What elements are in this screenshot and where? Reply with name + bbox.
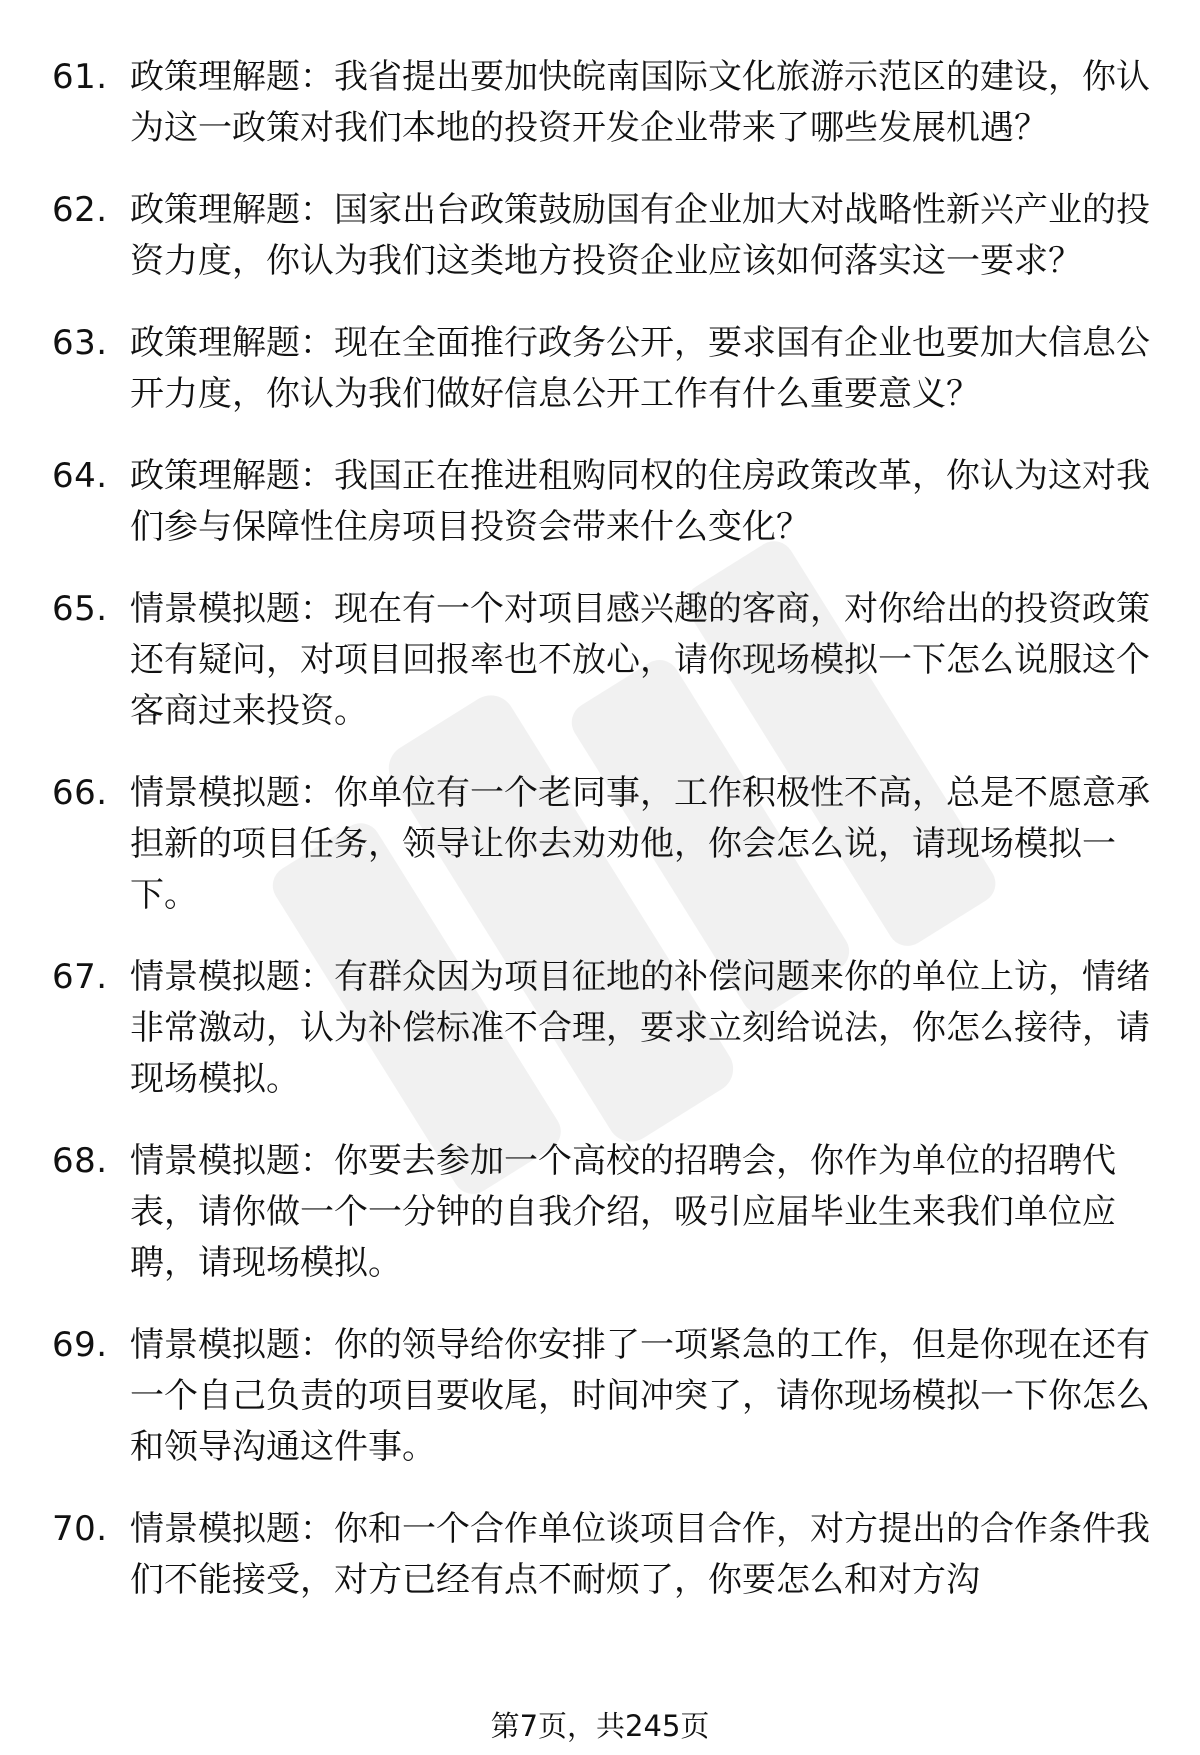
question-number: 66. (52, 773, 108, 813)
question-text: 政策理解题：现在全面推行政务公开，要求国有企业也要加大信息公开力度，你认为我们做好信息公开工作有什么重要意义？ (130, 323, 1150, 414)
question-item (52, 952, 1152, 1105)
question-text: 情景模拟题：现在有一个对项目感兴趣的客商，对你给出的投资政策还有疑问，对项目回报率也不放心，请你现场模拟一下怎么说服这个客商过来投资。 (130, 589, 1150, 731)
question-text: 政策理解题：国家出台政策鼓励国有企业加大对战略性新兴产业的投资力度，你认为我们这类地方投资企业应该如何落实这一要求？ (130, 190, 1150, 281)
question-text: 政策理解题：我省提出要加快皖南国际文化旅游示范区的建设，你认为这一政策对我们本地的投资开发企业带来了哪些发展机遇？ (130, 57, 1150, 148)
question-number: 70. (52, 1509, 108, 1549)
question-text: 情景模拟题：你单位有一个老同事，工作积极性不高，总是不愿意承担新的项目任务，领导让你去劝劝他，你会怎么说，请现场模拟一下。 (130, 773, 1150, 915)
question-number: 67. (52, 957, 108, 997)
question-number: 65. (52, 589, 108, 629)
question-item (52, 1504, 1152, 1606)
question-text: 情景模拟题：你要去参加一个高校的招聘会，你作为单位的招聘代表，请你做一个一分钟的自我介绍，吸引应届毕业生来我们单位应聘，请现场模拟。 (130, 1141, 1116, 1283)
question-item (52, 318, 1152, 420)
question-item (52, 584, 1152, 737)
question-number: 61. (52, 57, 108, 97)
question-number: 62. (52, 190, 108, 230)
question-list (52, 52, 1152, 1637)
question-item (52, 768, 1152, 921)
question-text: 情景模拟题：你的领导给你安排了一项紧急的工作，但是你现在还有一个自己负责的项目要收尾，时间冲突了，请你现场模拟一下你怎么和领导沟通这件事。 (130, 1325, 1150, 1467)
question-text: 情景模拟题：你和一个合作单位谈项目合作，对方提出的合作条件我们不能接受，对方已经有点不耐烦了，你要怎么和对方沟 (130, 1509, 1150, 1600)
question-text: 情景模拟题：有群众因为项目征地的补偿问题来你的单位上访，情绪非常激动，认为补偿标准不合理，要求立刻给说法，你怎么接待，请现场模拟。 (130, 957, 1150, 1099)
page-footer (0, 1706, 1200, 1746)
question-item (52, 52, 1152, 154)
page-number-label: 第7页，共245页 (490, 1709, 710, 1743)
question-item (52, 185, 1152, 287)
question-item (52, 1320, 1152, 1473)
question-number: 63. (52, 323, 108, 363)
question-number: 64. (52, 456, 108, 496)
question-number: 69. (52, 1325, 108, 1365)
question-item (52, 451, 1152, 553)
question-number: 68. (52, 1141, 108, 1181)
question-text: 政策理解题：我国正在推进租购同权的住房政策改革，你认为这对我们参与保障性住房项目投资会带来什么变化？ (130, 456, 1150, 547)
question-item (52, 1136, 1152, 1289)
